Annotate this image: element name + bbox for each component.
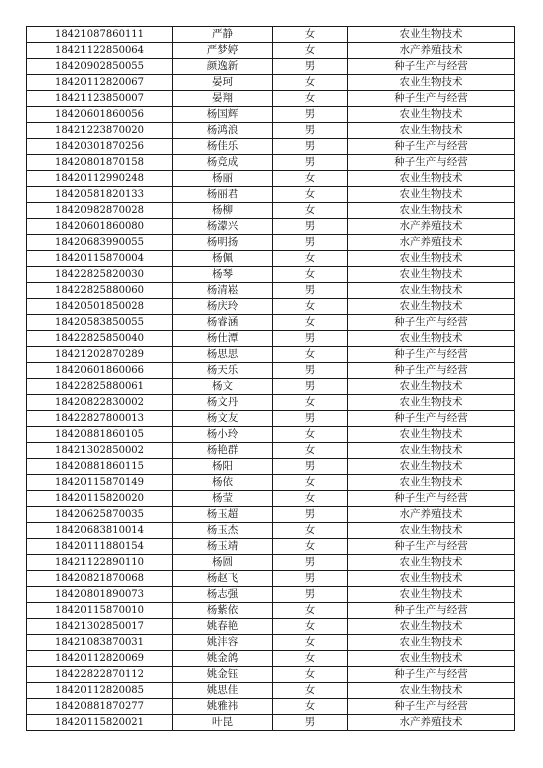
gender-cell: 女 (273, 347, 348, 363)
table-row (27, 651, 515, 667)
student-id-cell: 18421087860111 (27, 27, 173, 43)
student-id-cell: 18420881860115 (27, 459, 173, 475)
major-cell: 水产养殖技术 (348, 43, 515, 59)
major-cell: 种子生产与经营 (348, 491, 515, 507)
student-name-cell: 杨丽 (173, 171, 273, 187)
student-id-cell: 18421083870031 (27, 635, 173, 651)
student-id-cell: 18422825850040 (27, 331, 173, 347)
student-name-cell: 杨丽君 (173, 187, 273, 203)
student-name-cell: 杨鸿浪 (173, 123, 273, 139)
gender-cell: 男 (273, 363, 348, 379)
student-roster-table (26, 26, 515, 731)
major-cell: 农业生物技术 (348, 203, 515, 219)
major-cell: 种子生产与经营 (348, 59, 515, 75)
student-name-cell: 姚金钰 (173, 667, 273, 683)
major-cell: 种子生产与经营 (348, 603, 515, 619)
student-name-cell: 杨艳群 (173, 443, 273, 459)
major-cell: 水产养殖技术 (348, 715, 515, 731)
major-cell: 农业生物技术 (348, 187, 515, 203)
student-id-cell: 18420115870004 (27, 251, 173, 267)
gender-cell: 男 (273, 107, 348, 123)
student-id-cell: 18420821870068 (27, 571, 173, 587)
student-id-cell: 18420112990248 (27, 171, 173, 187)
student-name-cell: 杨玉超 (173, 507, 273, 523)
gender-cell: 女 (273, 619, 348, 635)
student-id-cell: 18420112820085 (27, 683, 173, 699)
table-row (27, 203, 515, 219)
student-id-cell: 18420801870158 (27, 155, 173, 171)
table-row (27, 155, 515, 171)
major-cell: 农业生物技术 (348, 523, 515, 539)
gender-cell: 女 (273, 539, 348, 555)
table-row (27, 571, 515, 587)
student-name-cell: 杨文友 (173, 411, 273, 427)
student-id-cell: 18420112820069 (27, 651, 173, 667)
roster-sheet (26, 26, 514, 731)
table-row (27, 619, 515, 635)
gender-cell: 女 (273, 251, 348, 267)
student-id-cell: 18422825880061 (27, 379, 173, 395)
table-row (27, 219, 515, 235)
table-row (27, 267, 515, 283)
student-id-cell: 18420881860105 (27, 427, 173, 443)
gender-cell: 女 (273, 699, 348, 715)
table-row (27, 171, 515, 187)
student-name-cell: 叶昆 (173, 715, 273, 731)
major-cell: 农业生物技术 (348, 267, 515, 283)
major-cell: 农业生物技术 (348, 395, 515, 411)
gender-cell: 女 (273, 187, 348, 203)
student-id-cell: 18420112820067 (27, 75, 173, 91)
table-row (27, 475, 515, 491)
student-id-cell: 18421202870289 (27, 347, 173, 363)
table-row (27, 43, 515, 59)
major-cell: 农业生物技术 (348, 683, 515, 699)
major-cell: 种子生产与经营 (348, 155, 515, 171)
table-row (27, 347, 515, 363)
student-id-cell: 18420683990055 (27, 235, 173, 251)
gender-cell: 女 (273, 651, 348, 667)
student-name-cell: 杨思思 (173, 347, 273, 363)
major-cell: 农业生物技术 (348, 75, 515, 91)
student-name-cell: 晏翔 (173, 91, 273, 107)
table-row (27, 331, 515, 347)
student-id-cell: 18421123850007 (27, 91, 173, 107)
table-row (27, 91, 515, 107)
major-cell: 农业生物技术 (348, 587, 515, 603)
table-row (27, 299, 515, 315)
gender-cell: 女 (273, 427, 348, 443)
gender-cell: 女 (273, 635, 348, 651)
student-name-cell: 杨琴 (173, 267, 273, 283)
student-name-cell: 杨圆 (173, 555, 273, 571)
major-cell: 水产养殖技术 (348, 507, 515, 523)
student-id-cell: 18420982870028 (27, 203, 173, 219)
gender-cell: 女 (273, 27, 348, 43)
student-name-cell: 杨文 (173, 379, 273, 395)
major-cell: 水产养殖技术 (348, 219, 515, 235)
table-row (27, 27, 515, 43)
major-cell: 农业生物技术 (348, 107, 515, 123)
student-name-cell: 杨赵飞 (173, 571, 273, 587)
major-cell: 农业生物技术 (348, 27, 515, 43)
gender-cell: 女 (273, 315, 348, 331)
gender-cell: 男 (273, 123, 348, 139)
student-name-cell: 杨小玲 (173, 427, 273, 443)
table-row (27, 699, 515, 715)
major-cell: 农业生物技术 (348, 379, 515, 395)
student-name-cell: 姚思佳 (173, 683, 273, 699)
student-name-cell: 杨睿涵 (173, 315, 273, 331)
gender-cell: 男 (273, 139, 348, 155)
major-cell: 农业生物技术 (348, 427, 515, 443)
student-id-cell: 18420625870035 (27, 507, 173, 523)
student-name-cell: 姚春艳 (173, 619, 273, 635)
major-cell: 农业生物技术 (348, 299, 515, 315)
table-row (27, 411, 515, 427)
student-name-cell: 杨天乐 (173, 363, 273, 379)
major-cell: 农业生物技术 (348, 475, 515, 491)
major-cell: 种子生产与经营 (348, 139, 515, 155)
table-row (27, 107, 515, 123)
student-id-cell: 18420601860056 (27, 107, 173, 123)
gender-cell: 男 (273, 379, 348, 395)
student-id-cell: 18421122850064 (27, 43, 173, 59)
gender-cell: 男 (273, 715, 348, 731)
major-cell: 种子生产与经营 (348, 347, 515, 363)
gender-cell: 男 (273, 555, 348, 571)
major-cell: 种子生产与经营 (348, 667, 515, 683)
table-row (27, 315, 515, 331)
student-name-cell: 杨莹 (173, 491, 273, 507)
student-name-cell: 姚金鸽 (173, 651, 273, 667)
major-cell: 种子生产与经营 (348, 411, 515, 427)
student-name-cell: 杨清崧 (173, 283, 273, 299)
table-row (27, 363, 515, 379)
gender-cell: 女 (273, 523, 348, 539)
gender-cell: 女 (273, 603, 348, 619)
student-name-cell: 杨紫依 (173, 603, 273, 619)
table-row (27, 459, 515, 475)
table-row (27, 555, 515, 571)
table-row (27, 75, 515, 91)
student-id-cell: 18422825820030 (27, 267, 173, 283)
major-cell: 农业生物技术 (348, 571, 515, 587)
table-row (27, 251, 515, 267)
student-name-cell: 杨濛兴 (173, 219, 273, 235)
student-id-cell: 18422822870112 (27, 667, 173, 683)
student-name-cell: 姚雅祎 (173, 699, 273, 715)
student-id-cell: 18420111880154 (27, 539, 173, 555)
student-id-cell: 18421122890110 (27, 555, 173, 571)
table-row (27, 587, 515, 603)
student-id-cell: 18420115870149 (27, 475, 173, 491)
gender-cell: 女 (273, 203, 348, 219)
roster-body (27, 27, 515, 731)
major-cell: 农业生物技术 (348, 283, 515, 299)
student-name-cell: 严梦婷 (173, 43, 273, 59)
table-row (27, 523, 515, 539)
major-cell: 农业生物技术 (348, 459, 515, 475)
student-id-cell: 18421223870020 (27, 123, 173, 139)
table-row (27, 235, 515, 251)
gender-cell: 女 (273, 91, 348, 107)
gender-cell: 男 (273, 235, 348, 251)
student-name-cell: 杨玉靖 (173, 539, 273, 555)
table-row (27, 635, 515, 651)
table-row (27, 379, 515, 395)
student-id-cell: 18420115870010 (27, 603, 173, 619)
gender-cell: 男 (273, 587, 348, 603)
table-row (27, 507, 515, 523)
major-cell: 农业生物技术 (348, 443, 515, 459)
table-row (27, 603, 515, 619)
student-name-cell: 严静 (173, 27, 273, 43)
gender-cell: 女 (273, 491, 348, 507)
student-name-cell: 颜逸新 (173, 59, 273, 75)
gender-cell: 男 (273, 219, 348, 235)
major-cell: 种子生产与经营 (348, 91, 515, 107)
table-row (27, 395, 515, 411)
gender-cell: 男 (273, 459, 348, 475)
student-name-cell: 杨阳 (173, 459, 273, 475)
table-row (27, 491, 515, 507)
gender-cell: 女 (273, 395, 348, 411)
student-id-cell: 18420881870277 (27, 699, 173, 715)
gender-cell: 女 (273, 475, 348, 491)
student-name-cell: 杨仕潭 (173, 331, 273, 347)
student-name-cell: 杨国辉 (173, 107, 273, 123)
major-cell: 种子生产与经营 (348, 363, 515, 379)
student-name-cell: 晏珂 (173, 75, 273, 91)
table-row (27, 667, 515, 683)
student-id-cell: 18420902850055 (27, 59, 173, 75)
student-id-cell: 18420115820021 (27, 715, 173, 731)
major-cell: 农业生物技术 (348, 331, 515, 347)
gender-cell: 女 (273, 667, 348, 683)
student-id-cell: 18420683810014 (27, 523, 173, 539)
student-name-cell: 杨佳乐 (173, 139, 273, 155)
gender-cell: 女 (273, 683, 348, 699)
student-id-cell: 18420601860066 (27, 363, 173, 379)
major-cell: 农业生物技术 (348, 171, 515, 187)
major-cell: 农业生物技术 (348, 251, 515, 267)
gender-cell: 男 (273, 571, 348, 587)
table-row (27, 123, 515, 139)
table-row (27, 187, 515, 203)
table-row (27, 715, 515, 731)
major-cell: 种子生产与经营 (348, 315, 515, 331)
gender-cell: 男 (273, 59, 348, 75)
table-row (27, 443, 515, 459)
student-name-cell: 杨明扬 (173, 235, 273, 251)
table-row (27, 539, 515, 555)
student-id-cell: 18420115820020 (27, 491, 173, 507)
student-name-cell: 杨志强 (173, 587, 273, 603)
gender-cell: 男 (273, 283, 348, 299)
student-name-cell: 杨文丹 (173, 395, 273, 411)
student-name-cell: 杨竞成 (173, 155, 273, 171)
major-cell: 农业生物技术 (348, 619, 515, 635)
major-cell: 种子生产与经营 (348, 699, 515, 715)
gender-cell: 女 (273, 75, 348, 91)
major-cell: 农业生物技术 (348, 651, 515, 667)
gender-cell: 女 (273, 171, 348, 187)
gender-cell: 女 (273, 299, 348, 315)
student-id-cell: 18421302850002 (27, 443, 173, 459)
student-id-cell: 18420801890073 (27, 587, 173, 603)
major-cell: 种子生产与经营 (348, 539, 515, 555)
student-name-cell: 杨依 (173, 475, 273, 491)
student-id-cell: 18420601860080 (27, 219, 173, 235)
gender-cell: 男 (273, 411, 348, 427)
major-cell: 农业生物技术 (348, 635, 515, 651)
table-row (27, 283, 515, 299)
student-id-cell: 18420581820133 (27, 187, 173, 203)
gender-cell: 男 (273, 331, 348, 347)
student-name-cell: 杨佩 (173, 251, 273, 267)
major-cell: 农业生物技术 (348, 123, 515, 139)
student-name-cell: 杨柳 (173, 203, 273, 219)
student-id-cell: 18421302850017 (27, 619, 173, 635)
major-cell: 水产养殖技术 (348, 235, 515, 251)
gender-cell: 男 (273, 155, 348, 171)
student-id-cell: 18420822830002 (27, 395, 173, 411)
table-row (27, 59, 515, 75)
student-name-cell: 杨玉杰 (173, 523, 273, 539)
student-id-cell: 18420501850028 (27, 299, 173, 315)
student-name-cell: 姚沣容 (173, 635, 273, 651)
table-row (27, 683, 515, 699)
student-name-cell: 杨庆玲 (173, 299, 273, 315)
student-id-cell: 18422827800013 (27, 411, 173, 427)
gender-cell: 女 (273, 443, 348, 459)
student-id-cell: 18420583850055 (27, 315, 173, 331)
gender-cell: 女 (273, 43, 348, 59)
major-cell: 农业生物技术 (348, 555, 515, 571)
table-row (27, 139, 515, 155)
student-id-cell: 18420301870256 (27, 139, 173, 155)
gender-cell: 女 (273, 267, 348, 283)
table-row (27, 427, 515, 443)
gender-cell: 男 (273, 507, 348, 523)
student-id-cell: 18422825880060 (27, 283, 173, 299)
